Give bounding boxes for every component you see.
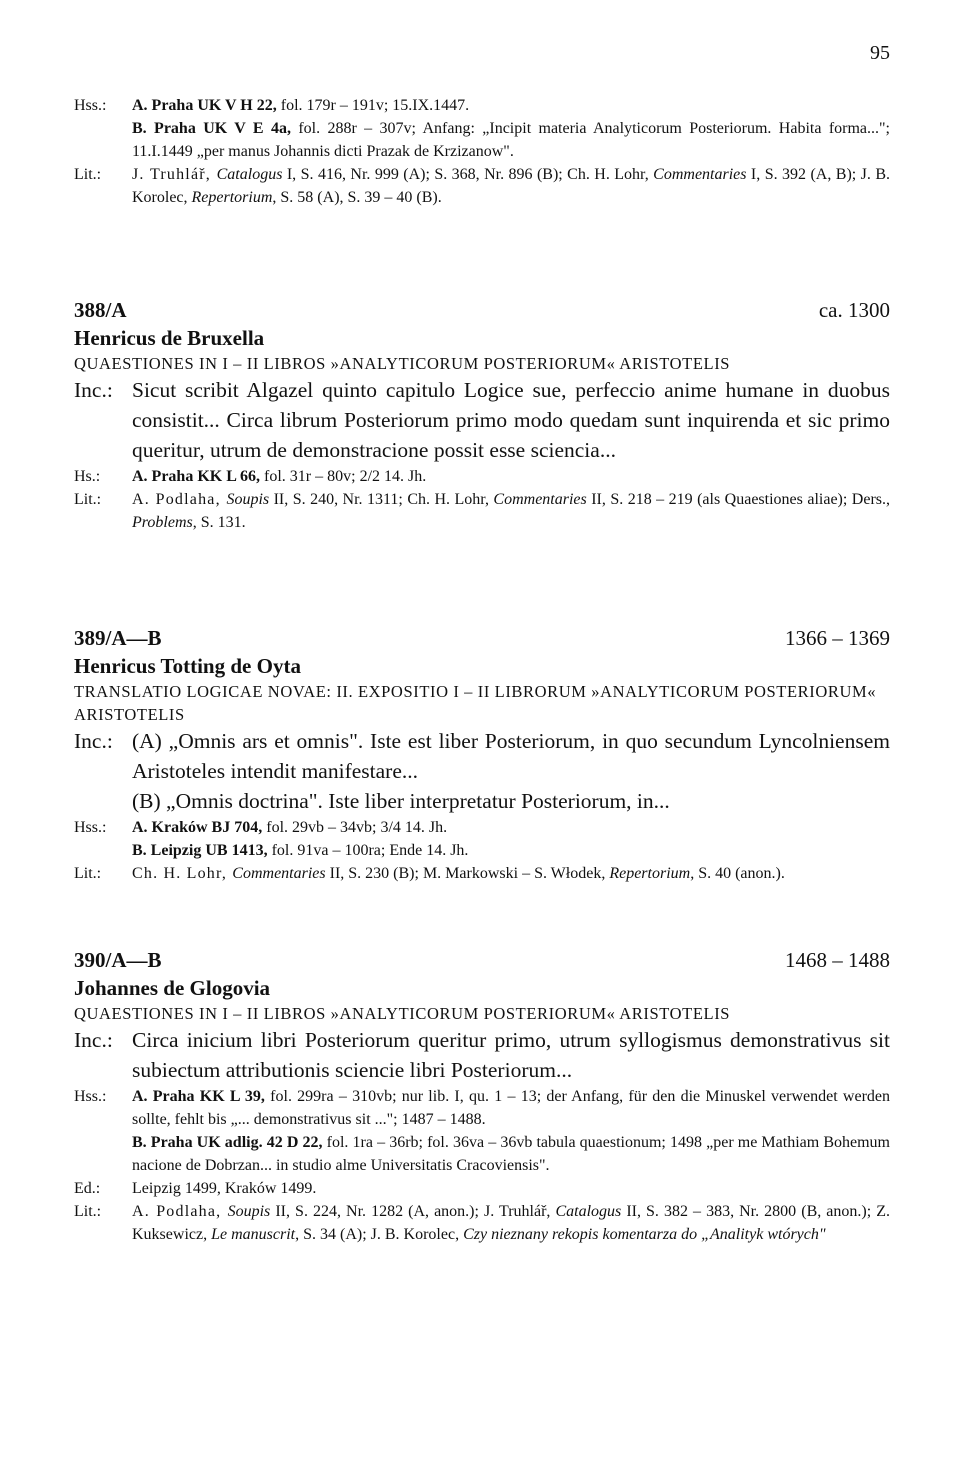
incipit-text: Circa inicium libri Posteriorum queritur primo, utrum syllogismus demonstrativus sit subiectum attributionis sciencie libri Posteriorum... bbox=[132, 1028, 890, 1082]
manuscript-b: B. Leipzig UB 1413, fol. 91va – 100ra; Ende 14. Jh. bbox=[132, 842, 469, 859]
entry-number: 390/A—B bbox=[74, 948, 162, 972]
manuscripts-row bbox=[74, 1085, 890, 1177]
continuation-block bbox=[74, 94, 890, 209]
literature-label: Lit.: bbox=[74, 865, 102, 882]
incipit-label: Inc.: bbox=[74, 729, 113, 753]
literature-label: Lit.: bbox=[74, 1203, 102, 1220]
entry-title: QUAESTIONES IN I – II LIBROS »ANALYTICORUM POSTERIORUM« ARISTOTELIS bbox=[74, 354, 731, 373]
manuscripts-label: Hss.: bbox=[74, 97, 107, 114]
entry-number: 389/A—B bbox=[74, 626, 162, 650]
manuscripts-row bbox=[74, 94, 890, 163]
entry-author: Henricus de Bruxella bbox=[74, 326, 265, 350]
literature-label: Lit.: bbox=[74, 491, 102, 508]
entry-header bbox=[74, 624, 890, 652]
edition-label: Ed.: bbox=[74, 1180, 101, 1197]
manuscript-a: A. Praha KK L 39, fol. 299ra – 310vb; nur lib. I, qu. 1 – 13; der Anfang, für den die Minuskel verwendet werden sollte, fehlt bis „... demonstrativus sit ..."; 1487 – 1488. bbox=[132, 1088, 890, 1128]
edition-row bbox=[74, 1177, 890, 1200]
page-number: 95 bbox=[870, 42, 890, 64]
manuscript-b: B. Praha UK adlig. 42 D 22, fol. 1ra – 36rb; fol. 36va – 36vb tabula quaestionum; 1498 „per me Mathiam Bohemum nacione de Dobrzan... in studio alme Universitatis Cracoviensis". bbox=[132, 1134, 890, 1174]
entry-389 bbox=[74, 624, 890, 885]
incipit-label: Inc.: bbox=[74, 1028, 113, 1052]
entry-header bbox=[74, 946, 890, 974]
manuscripts-row: Hs.: A. Praha KK L 66, fol. 31r – 80v; 2/2 14. Jh. bbox=[74, 465, 890, 488]
literature-row: Lit.: Ch. H. Lohr, Commentaries II, S. 230 (B); M. Markowski – S. Włodek, Repertorium, S. 40 (anon.). bbox=[74, 862, 890, 885]
manuscripts-label: Hss.: bbox=[74, 819, 107, 836]
entry-number: 388/A bbox=[74, 298, 127, 322]
entry-header bbox=[74, 296, 890, 324]
entry-390 bbox=[74, 946, 890, 1246]
entry-author: Johannes de Glogovia bbox=[74, 976, 271, 1000]
manuscripts-label: Hss.: bbox=[74, 1088, 107, 1105]
literature-label: Lit.: bbox=[74, 166, 102, 183]
entry-date: 1366 – 1369 bbox=[785, 626, 890, 650]
incipit-row bbox=[74, 375, 890, 465]
incipit-row bbox=[74, 1025, 890, 1085]
literature-row: Lit.: A. Podlaha, Soupis II, S. 224, Nr. 1282 (A, anon.); J. Truhlář, Catalogus II, S. 382 – 383, Nr. 2800 (B, anon.); Z. Kuksewicz, Le manuscrit, S. 34 (A); J. B. Korolec, Czy nieznany rekopis komentarza do „Analityk wtórych" bbox=[74, 1200, 890, 1246]
incipit-a: (A) „Omnis ars et omnis". Iste est liber Posteriorum, in quo secundum Lyncolniensem Aristoteles intendit manifestare... bbox=[132, 729, 890, 783]
manuscripts-label: Hs.: bbox=[74, 468, 101, 485]
literature-row: Lit.: A. Podlaha, Soupis II, S. 240, Nr. 1311; Ch. H. Lohr, Commentaries II, S. 218 – 219 (als Quaestiones aliae); Ders., Problems, S. 131. bbox=[74, 488, 890, 534]
entry-title: QUAESTIONES IN I – II LIBROS »ANALYTICORUM POSTERIORUM« ARISTOTELIS bbox=[74, 1004, 731, 1023]
literature-row: Lit.: J. Truhlář, Catalogus I, S. 416, Nr. 999 (A); S. 368, Nr. 896 (B); Ch. H. Lohr, Commentaries I, S. 392 (A, B); J. B. Korolec, Repertorium, S. 58 (A), S. 39 – 40 (B). bbox=[74, 163, 890, 209]
entry-author: Henricus Totting de Oyta bbox=[74, 654, 301, 678]
manuscripts-row bbox=[74, 816, 890, 862]
incipit-label: Inc.: bbox=[74, 378, 113, 402]
edition-text: Leipzig 1499, Kraków 1499. bbox=[132, 1180, 317, 1197]
manuscript-b: B. Praha UK V E 4a, fol. 288r – 307v; Anfang: „Incipit materia Analyticorum Posteriorum. Habita forma..."; 11.I.1449 „per manus Johannis dicti Prazak de Krzizanow". bbox=[132, 120, 890, 160]
incipit-text: Sicut scribit Algazel quinto capitulo Logice sue, perfeccio anime humane in duobus consistit... Circa librum Posteriorum primo modo quedam sunt inquirenda et sic primo queritur, utrum de demonstracione possit esse sciencia... bbox=[132, 378, 890, 462]
incipit-row bbox=[74, 726, 890, 816]
manuscript-a: A. Kraków BJ 704, fol. 29vb – 34vb; 3/4 14. Jh. bbox=[132, 819, 448, 836]
entry-title: TRANSLATIO LOGICAE NOVAE: II. EXPOSITIO I – II LIBRORUM »ANALYTICORUM POSTERIORUM« ARISTOTELIS bbox=[74, 682, 877, 724]
entry-388 bbox=[74, 296, 890, 534]
entry-date: ca. 1300 bbox=[818, 298, 890, 322]
manuscript-a: A. Praha UK V H 22, fol. 179r – 191v; 15.IX.1447. bbox=[132, 97, 470, 114]
incipit-b: (B) „Omnis doctrina". Iste liber interpretatur Posteriorum, in... bbox=[132, 789, 670, 813]
entry-date: 1468 – 1488 bbox=[785, 948, 890, 972]
